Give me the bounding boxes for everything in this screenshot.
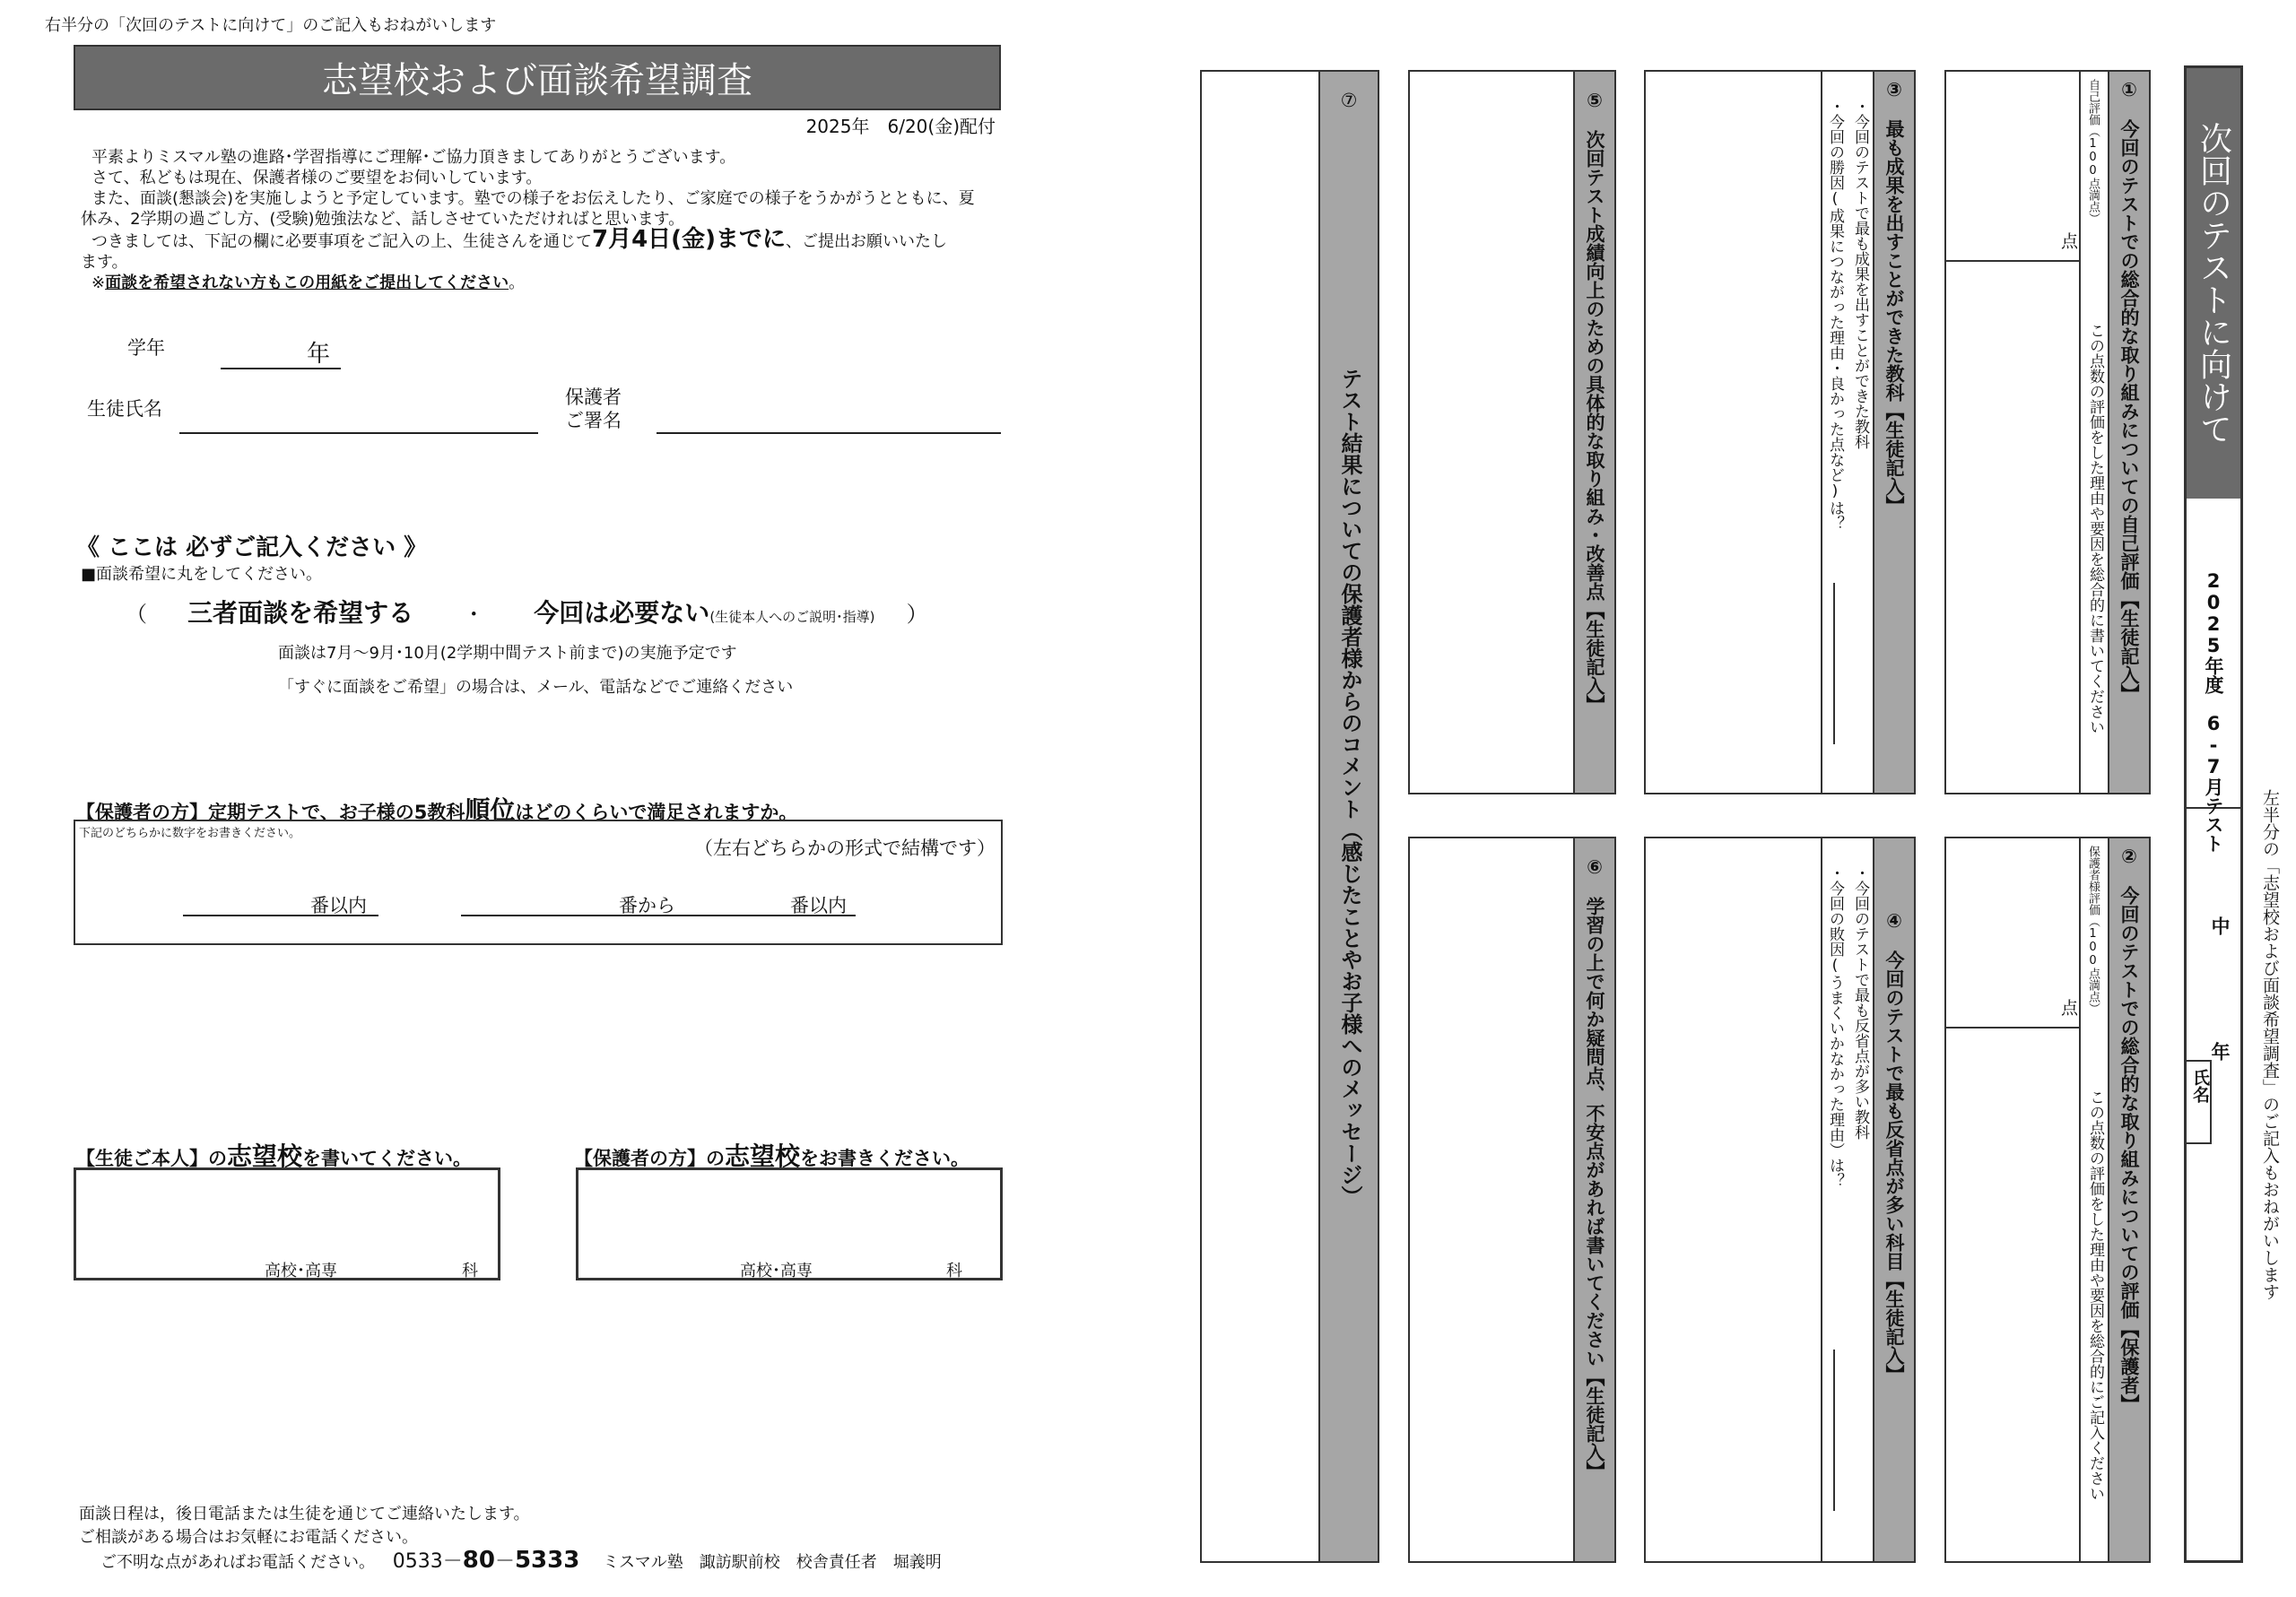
footer-line-1: 面談日程は，後日電話または生徒を通じてご連絡いたします。 — [79, 1505, 530, 1523]
name-label-cell — [2187, 1060, 2212, 1144]
q3-answer-line[interactable] — [1833, 583, 1835, 744]
q3-title: ③ 最も成果を出すことができた教科【生徒記入】 — [1883, 79, 1905, 515]
student-name-label: 生徒氏名 — [87, 398, 162, 420]
intro-line: さて、私どもは現在、保護者様のご要望をお伺いしています。 — [91, 169, 543, 187]
q4-sub-b: ・今回の敗因(うまくいかなかった理由）は？ — [1826, 865, 1844, 1188]
q1-subheader — [2079, 72, 2108, 793]
q1-box — [1944, 70, 2151, 794]
q1-header — [2108, 72, 2149, 793]
q5-header — [1573, 72, 1614, 793]
footer-contact — [100, 1546, 942, 1574]
paren-close: ） — [906, 602, 928, 627]
q5-box — [1408, 70, 1616, 794]
circle-instruction: ■面談希望に丸をしてください。 — [81, 565, 323, 584]
dept-label: 科 — [946, 1262, 962, 1280]
deadline-post: 、ご提出お願いいたし — [785, 232, 947, 251]
guardian-school-big: 志望校 — [725, 1141, 801, 1171]
deadline-line — [81, 226, 1004, 253]
q6-answer-field[interactable] — [1410, 838, 1573, 1561]
q3-sub-a: ・今回のテストで最も成果を出すことができた教科 — [1851, 99, 1869, 449]
rank-from-label: 番から — [619, 895, 675, 916]
rank-within2-label: 番以内 — [790, 895, 847, 916]
q3-reason-field[interactable] — [1646, 72, 1821, 793]
must-fill-heading: 《 ここは 必ずご記入ください 》 — [76, 534, 428, 561]
q2-box — [1944, 837, 2151, 1563]
rank-q-pre: 【保護者の方】定期テストで、お子様の5教科 — [76, 802, 465, 823]
student-school-big: 志望校 — [227, 1141, 303, 1171]
no-interview-suffix: 。 — [509, 273, 526, 292]
grade-field[interactable] — [221, 368, 341, 369]
grade-unit: 年 — [307, 341, 331, 368]
rank-format: （左右どちらかの形式で結構です） — [694, 838, 996, 859]
phone-area: 0533 — [392, 1550, 443, 1573]
intro-line: 休み、2学期の過ごし方、(受験)勉強法など、話しさせていただければと思います。 — [81, 210, 685, 229]
phone-end: 5333 — [514, 1547, 580, 1574]
guardian-label-1: 保護者 — [565, 386, 622, 408]
guardian-school-box[interactable] — [576, 1167, 1003, 1280]
q2-unit: 点 — [2058, 999, 2078, 1016]
option-no-note: (生徒本人へのご説明･指導) — [709, 609, 875, 625]
no-interview-note — [81, 273, 1004, 293]
left-top-note: 右半分の「次回のテストに向けて」のご記入もおねがいします — [45, 16, 497, 35]
q5-answer-field[interactable] — [1410, 72, 1573, 793]
q7-title: テスト結果についての保護者様からのコメント（感じたことやお子様へのメッセージ） — [1337, 368, 1362, 1207]
q1-unit: 点 — [2058, 232, 2078, 249]
intro-text — [81, 147, 1004, 293]
q7-number: ⑦ — [1338, 90, 1360, 111]
q2-header — [2108, 838, 2149, 1561]
name-field[interactable] — [2187, 1142, 2240, 1560]
q3-box — [1644, 70, 1916, 794]
schedule-note: 面談は7月～9月･10月(2学期中間テスト前まで)の実施予定です — [278, 644, 737, 663]
option-dot: ・ — [463, 602, 485, 627]
guardian-sign-label — [565, 386, 622, 432]
guardian-sign-field[interactable] — [657, 432, 1001, 434]
q2-reason-field[interactable] — [1946, 1029, 2081, 1558]
deadline-post2: ます。 — [81, 253, 128, 272]
rank-box — [74, 820, 1003, 945]
intro-line: 平素よりミスマル塾の進路･学習指導にご理解･ご協力頂きましてありがとうございます。 — [91, 148, 736, 167]
q4-answer-line[interactable] — [1833, 1350, 1835, 1511]
q6-box — [1408, 837, 1616, 1563]
student-school-post: を書いてください。 — [302, 1148, 473, 1169]
phone-mid: 80 — [462, 1547, 495, 1574]
footer-school: ミスマル塾 諏訪駅前校 校舎責任者 堀義明 — [603, 1553, 942, 1572]
rank-q-big: 順位 — [465, 795, 516, 825]
q7-comment-field[interactable] — [1202, 72, 1318, 1561]
option-interview-no[interactable]: 今回は必要ない — [534, 598, 710, 628]
no-interview-text: 面談を希望されない方もこの用紙をご提出してください — [105, 273, 509, 292]
school-type-label: 高校･高専 — [740, 1262, 813, 1280]
q2-score-field[interactable] — [1946, 838, 2081, 1029]
q1-reason-field[interactable] — [1946, 262, 2081, 791]
q1-title: ① 今回のテストでの総合的な取り組みについての自己評価【生徒記入】 — [2118, 79, 2140, 703]
student-name-field[interactable] — [179, 432, 538, 434]
footer-line-2: ご相談がある場合はお気軽にお電話ください。 — [79, 1528, 418, 1547]
right-top-note: 左半分の「志望校および面談希望調査」のご記入もおねがいします — [2260, 789, 2280, 1300]
dept-label: 科 — [462, 1262, 478, 1280]
right-title: 次回のテストに向けて — [2195, 122, 2232, 445]
rank-hint: 下記のどちらかに数字をお書きください。 — [79, 827, 301, 840]
no-interview-prefix: ※ — [91, 273, 106, 292]
rank-q-post: はどのくらいで満足されますか。 — [515, 802, 798, 823]
q4-sub-a: ・今回のテストで最も反省点が多い教科 — [1851, 865, 1869, 1140]
issue-date: 2025年 6/20(金)配付 — [805, 116, 996, 137]
interview-options — [126, 594, 978, 629]
q4-box — [1644, 837, 1916, 1563]
q6-title: ⑥ 学習の上で何か疑問点、不安点があれば書いてください【生徒記入】 — [1584, 856, 1605, 1480]
q7-box — [1200, 70, 1379, 1563]
survey-title — [74, 45, 1001, 110]
q3-sub-b: ・今回の勝因(成果につながった理由・良かった点など)は？ — [1826, 99, 1844, 531]
paren-open: （ — [126, 602, 147, 627]
grade-suffix: 年 — [2209, 1042, 2231, 1061]
q4-subject-field[interactable] — [1821, 838, 1873, 1561]
q4-header — [1873, 838, 1914, 1561]
option-interview-yes[interactable]: 三者面談を希望する — [187, 598, 414, 628]
q4-reason-field[interactable] — [1646, 838, 1821, 1561]
q2-subheader — [2079, 838, 2108, 1561]
survey-title-text: 志望校および面談希望調査 — [322, 60, 752, 101]
q3-header — [1873, 72, 1914, 793]
deadline-date: 7月4日(金)までに — [592, 226, 786, 253]
q1-score-field[interactable] — [1946, 72, 2081, 262]
header-strip — [2184, 65, 2243, 1563]
guardian-school-post: をお書きください。 — [800, 1148, 970, 1169]
phone-dash: － — [494, 1550, 515, 1573]
deadline-pre: つきましては、下記の欄に必要事項をご記入の上、生徒さんを通じて — [91, 232, 592, 251]
right-title-bar — [2187, 68, 2240, 499]
q6-header — [1573, 838, 1614, 1561]
q2-title: ② 今回のテストでの総合的な取り組みについての評価【保護者】 — [2118, 846, 2140, 1413]
guardian-school-pre: 【保護者の方】の — [574, 1148, 725, 1169]
student-school-box[interactable] — [74, 1167, 500, 1280]
q4-title: ④ 今回のテストで最も反省点が多い科目【生徒記入】 — [1883, 910, 1905, 1384]
q1-sub-b: この点数の評価をした理由や要因を総合的に書いてください — [2086, 323, 2104, 734]
grade-label: 学年 — [127, 337, 165, 359]
year-cell — [2187, 499, 2240, 853]
intro-line: また、面談(懇談会)を実施しようと予定しています。塾での様子をお伝えしたり、ご家庭での様子をうかがうとともに、夏 — [91, 189, 975, 208]
q7-header — [1318, 72, 1378, 1561]
school-type-label: 高校･高専 — [265, 1262, 337, 1280]
q2-sub-a: 保護者様評価（100点満点） — [2086, 846, 2100, 1014]
contact-note: 「すぐに面談をご希望」の場合は、メール、電話などでご連絡ください — [278, 678, 794, 697]
rank-within-label: 番以内 — [310, 895, 367, 916]
footer-line-3: ご不明な点があればお電話ください。 — [100, 1553, 375, 1572]
q3-subject-field[interactable] — [1821, 72, 1873, 793]
name-label: 氏名 — [2190, 1069, 2210, 1103]
student-school-pre: 【生徒ご本人】の — [76, 1148, 227, 1169]
q1-sub-a: 自己評価（100点満点） — [2086, 79, 2100, 224]
year-label: 2025年度 6-7月テスト — [2203, 570, 2224, 853]
phone-dash: － — [442, 1550, 463, 1573]
guardian-label-2: ご署名 — [565, 410, 622, 431]
grade-prefix: 中 — [2209, 916, 2231, 935]
q5-title: ⑤ 次回テスト成績向上のための具体的な取り組み・改善点【生徒記入】 — [1584, 90, 1605, 714]
q2-sub-b: この点数の評価をした理由や要因を総合的にご記入ください — [2086, 1089, 2104, 1501]
